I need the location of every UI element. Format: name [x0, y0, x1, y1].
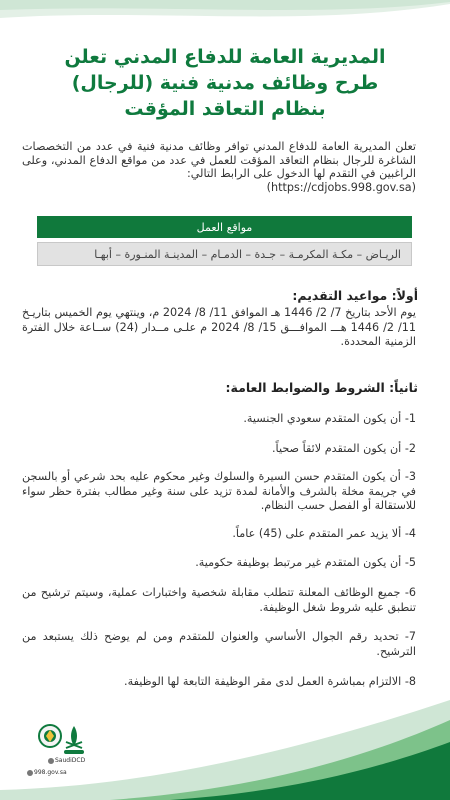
top-decoration	[0, 0, 450, 40]
condition-item: 3- أن يكون المتقدم حسن السيرة والسلوك وغير محكوم عليه بحد شرعي أو بالسجن في جريمة مخلة بالشرف والأمانة لمدة تزيد على سنة وغير مطالب بفترة حظر سواء للاستقالة أو الفصل حسب النظام.	[22, 470, 416, 512]
emblem-logo	[64, 726, 84, 754]
condition-item: 6- جميع الوظائف المعلنة تتطلب مقابلة شخصية واختبارات عملية، وسيتم ترشيح من تنطبق عليه شروط شغل الوظيفة.	[22, 586, 416, 614]
website-text: 998.gov.sa	[34, 769, 67, 776]
condition-item: 4- ألا يزيد عمر المتقدم على (45) عاماً.	[232, 527, 416, 540]
dates-text: يوم الأحد بتاريخ 7/ 2/ 1446 هـ الموافق 11/ 8/ 2024 م، وينتهي يوم الخميس بتاريـخ 11/ 2/ 1446 هـــ الموافـــق 15/ 8/ 2024 م علـى مــدار (24) ســاعة خلال الفترة الزمنية المحددة.	[22, 306, 417, 348]
civil-defense-logo	[39, 725, 61, 747]
title-line-2: طرح وظائف مدنية فنية (للرجال)	[71, 72, 379, 94]
condition-item: 5- أن يكون المتقدم غير مرتبط بوظيفة حكومية.	[195, 556, 416, 569]
work-locations-list: الريـاض – مكـة المكرمـة – جـدة – الدمـام – المدينـة المنـورة – أبهـا	[37, 242, 412, 266]
title-line-3: بنظام التعاقد المؤقت	[124, 98, 326, 120]
intro-text: تعلن المديرية العامة للدفاع المدني توافر وظائف مدنية فنية في عدد من التخصصات الشاغرة للرجال بنظام التعاقد المؤقت للعمل في عدد من مواقع الدفاع المدني، وعلى الراغبين في التقدم لها الدخول على الرابط التالي:	[22, 140, 416, 181]
intro-paragraph	[22, 140, 416, 194]
condition-item: 2- أن يكون المتقدم لائقاً صحياً.	[272, 442, 416, 455]
dates-heading: أولاً: مواعيد التقديم:	[292, 288, 418, 303]
condition-item: 7- تحديد رقم الجوال الأساسي والعنوان للمتقدم ومن لم يوضح ذلك يستبعد من الترشيح.	[22, 630, 416, 658]
work-locations-header: مواقع العمل	[37, 216, 412, 238]
website-icon	[27, 770, 33, 776]
conditions-heading: ثانياً: الشروط والضوابط العامة:	[225, 380, 418, 395]
page-title	[20, 44, 430, 122]
condition-item: 1- أن يكون المتقدم سعودي الجنسية.	[243, 412, 416, 425]
title-line-1: المديرية العامة للدفاع المدني تعلن	[64, 46, 386, 68]
social-handle: SaudiDCD	[55, 757, 86, 764]
social-icon	[48, 758, 54, 764]
application-link[interactable]: (https://cdjobs.998.gov.sa)	[266, 180, 416, 194]
condition-item: 8- الالتزام بمباشرة العمل لدى مقر الوظيفة التابعة لها الوظيفة.	[124, 675, 416, 688]
